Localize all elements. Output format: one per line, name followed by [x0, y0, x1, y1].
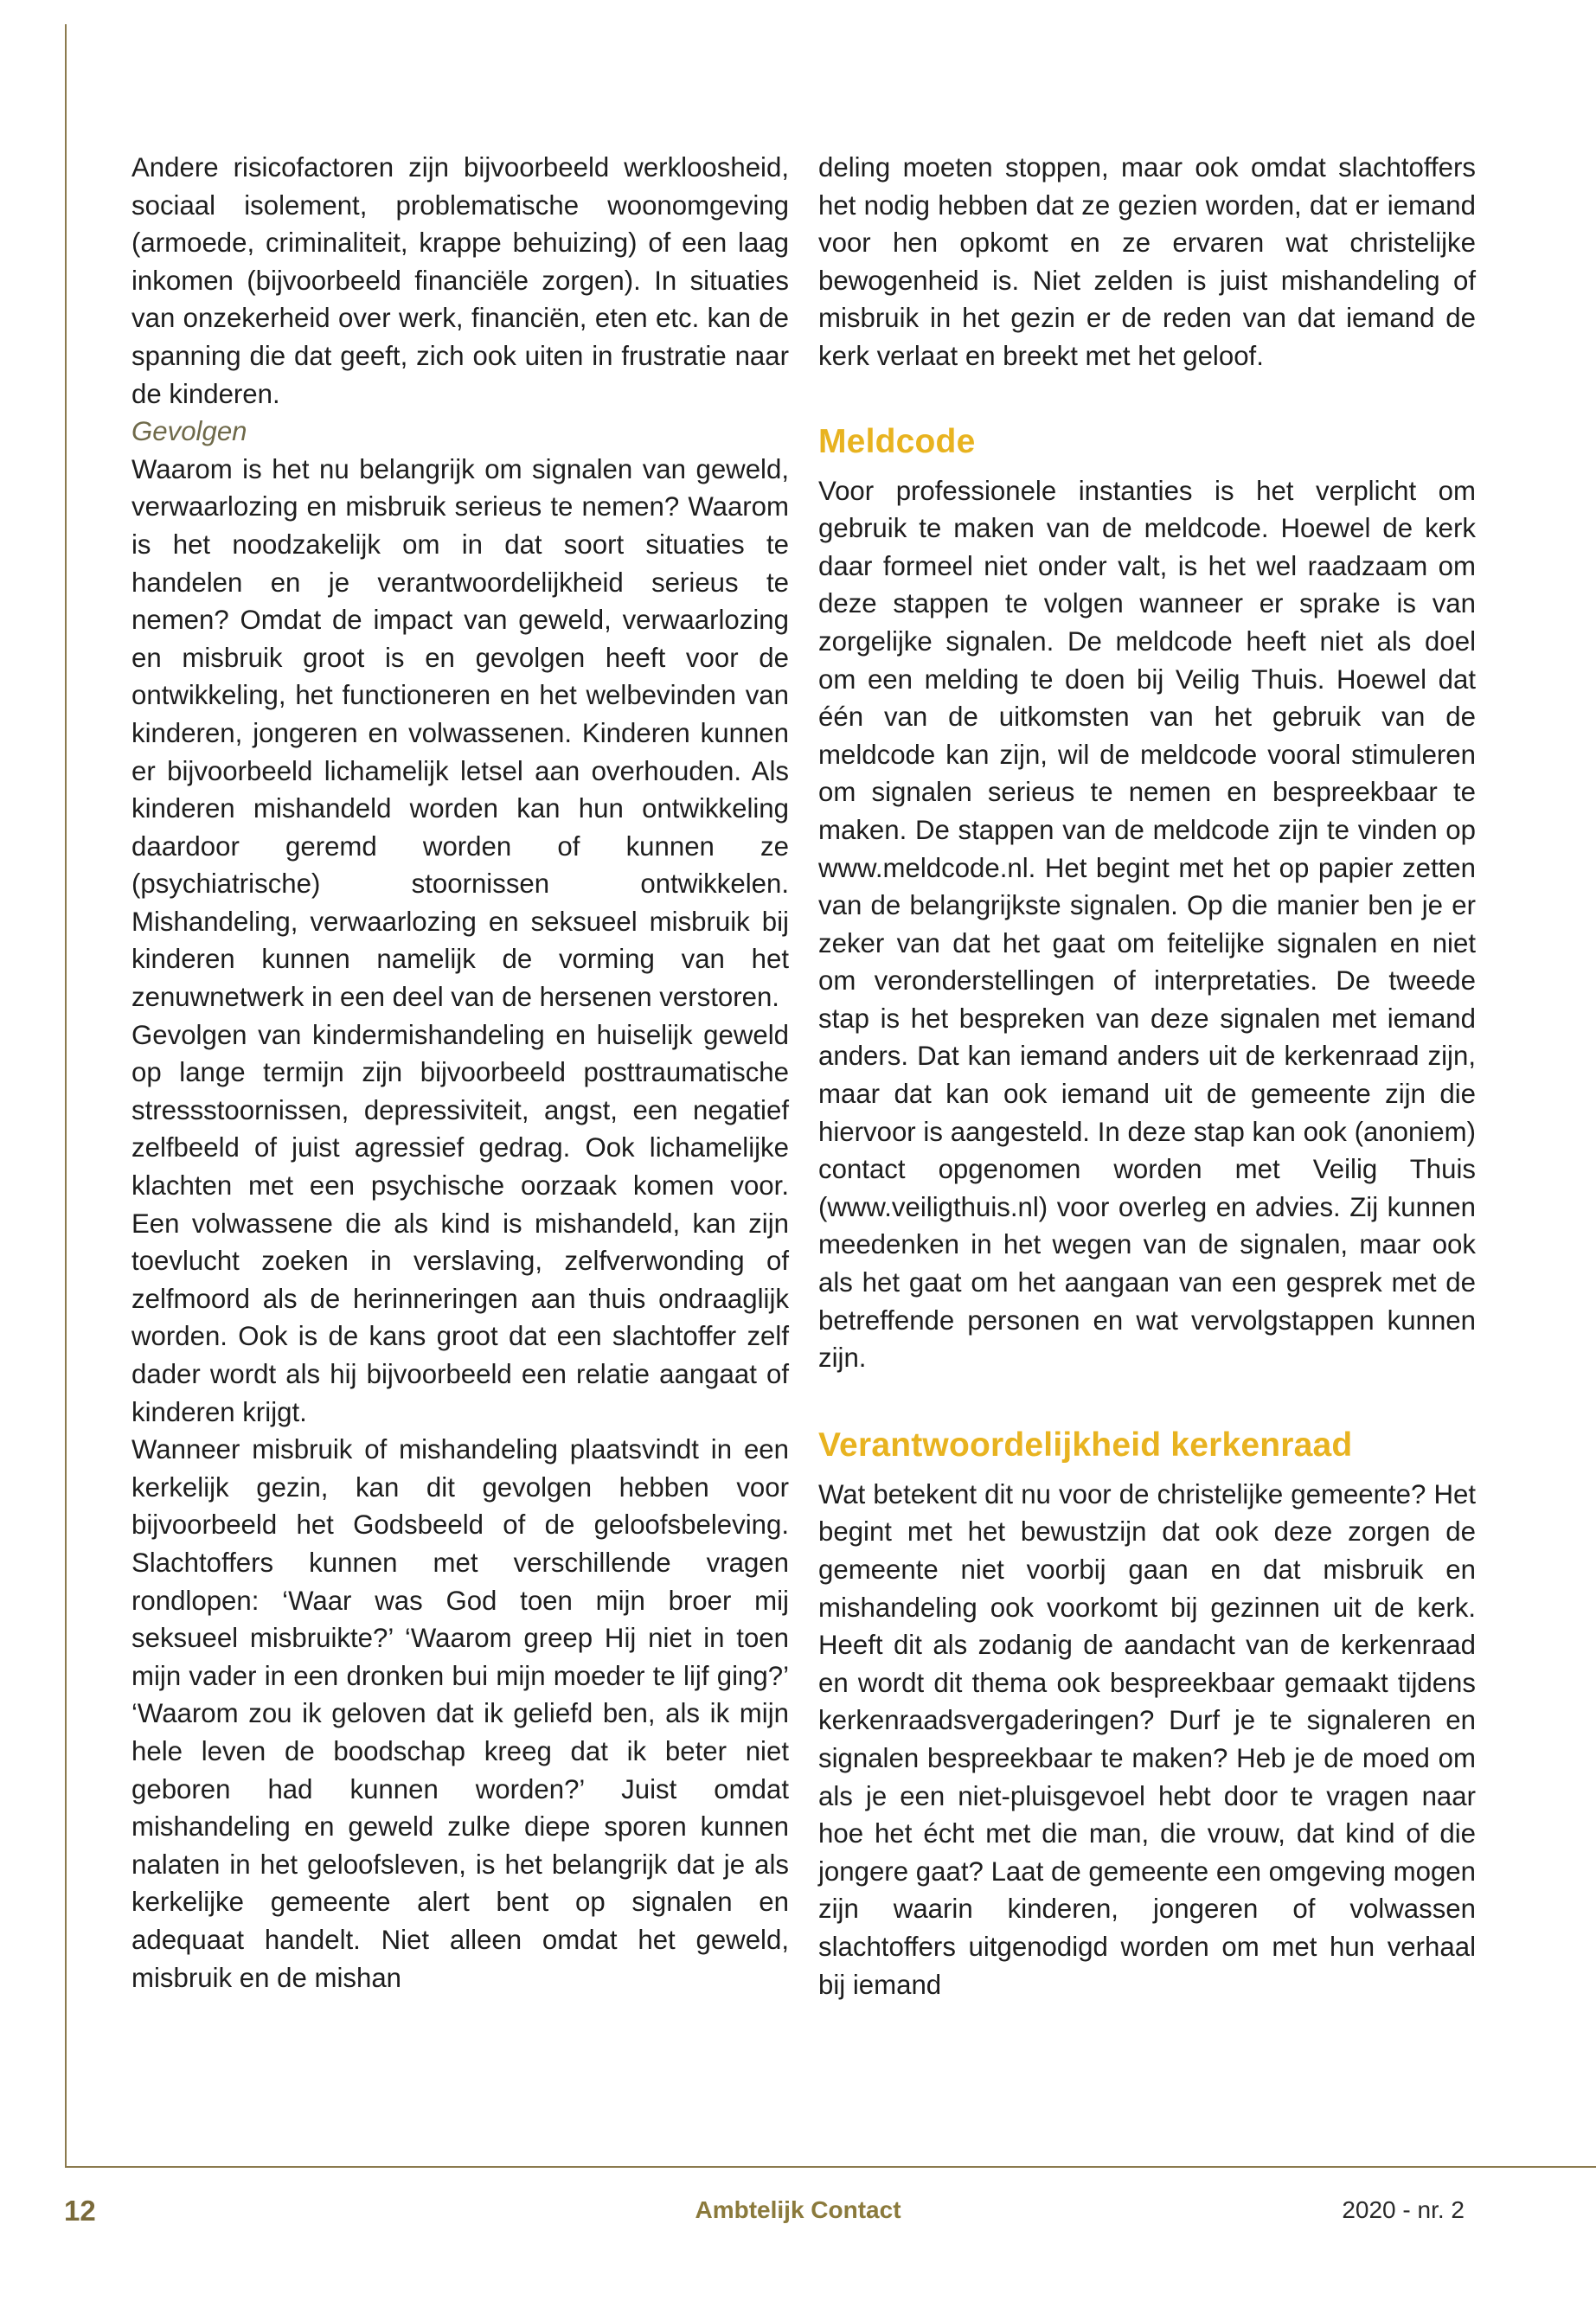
right-column [818, 149, 1476, 2003]
meldcode-paragraph: Voor professionele instanties is het verplicht om gebruik te maken van de meldcode. Hoewel de kerk daar formeel niet onder valt, is het wel raadzaam om deze stappen te volgen wanneer er sprake is van zorgelijke signalen. De meldcode heeft niet als doel om een melding te doen bij Veilig Thuis. Hoewel dat één van de uitkomsten van het gebruik van de meldcode kan zijn, wil de meldcode vooral stimuleren om signalen serieus te nemen en bespreekbaar te maken. De stappen van de meldcode zijn te vinden op www.meldcode.nl. Het begint met het op papier zetten van de belangrijkste signalen. Op die manier ben je er zeker van dat het gaat om feitelijke signalen en niet om veronderstellingen of interpretaties. De tweede stap is het bespreken van deze signalen met iemand anders. Dat kan iemand anders uit de kerkenraad zijn, maar dat kan ook iemand uit de gemeente zijn die hiervoor is aangesteld. In deze stap kan ook (anoniem) contact opgenomen worden met Veilig Thuis (www.veiligthuis.nl) voor overleg en advies. Zij kunnen meedenken in het wegen van de signalen, maar ook als het gaat om het aangaan van een gesprek met de betreffende personen en wat vervolgstappen kunnen zijn. [818, 475, 1476, 1374]
footer-rule [65, 2166, 1596, 2168]
verantwoordelijkheid-heading: Verantwoordelijkheid kerkenraad [818, 1426, 1353, 1464]
long-term-consequences-paragraph: Gevolgen van kindermishandeling en huiselijk geweld op lange termijn zijn bijvoorbeeld posttraumatische stressstoornissen, depressiviteit, angst, een negatief zelfbeeld of juist agressief gedrag. Ook lichamelijke klachten met een psychische oorzaak komen voor. Een volwassene die als kind is mishandeld, kan zijn toevlucht zoeken in verslaving, zelfverwonding of zelfmoord als de herinneringen aan thuis ondraaglijk worden. Ook is de kans groot dat een slachtoffer zelf dader wordt als hij bijvoorbeeld een relatie aangaat of kinderen krijgt. [131, 1019, 789, 1427]
gevolgen-subheading: Gevolgen [131, 416, 247, 447]
left-margin-rule [65, 24, 67, 2168]
left-column [131, 149, 789, 1997]
publication-title: Ambtelijk Contact [695, 2196, 901, 2223]
verantwoordelijkheid-paragraph: Wat betekent dit nu voor de christelijke gemeente? Het begint met het bewustzijn dat ook deze zorgen de gemeente niet voorbij gaan en dat misbruik en mishandeling ook voorkomt bij gezinnen uit de kerk. Heeft dit als zodanig de aandacht van de kerkenraad en wordt dit thema ook bespreekbaar gemaakt tijdens kerkenraadsvergaderingen? Durf je te signaleren en signalen bespreekbaar te maken? Heb je de moed om als je een niet-pluisgevoel hebt door te vragen naar hoe het écht met die man, die vrouw, dat kind of die jongere gaat? Laat de gemeente een omgeving mogen zijn waarin kinderen, jongeren of volwassen slachtoffers uitgenodigd worden om met hun verhaal bij iemand [818, 1478, 1476, 2000]
risk-factors-paragraph: Andere risicofactoren zijn bijvoorbeeld werkloosheid, sociaal isolement, problematische woonomgeving (armoede, criminaliteit, krappe behuizing) of een laag inkomen (bijvoorbeeld financiële zorgen). In situaties van onzekerheid over werk, financiën, eten etc. kan de spanning die dat geeft, zich ook uiten in frustratie naar de kinderen. [131, 152, 789, 409]
continuation-paragraph: deling moeten stoppen, maar ook omdat slachtoffers het nodig hebben dat ze gezien worden, dat er iemand voor hen opkomt en ze ervaren wat christelijke bewogenheid is. Niet zelden is juist mishandeling of misbruik in het gezin er de reden van dat iemand de kerk verlaat en breekt met het geloof. [818, 152, 1476, 371]
page-number: 12 [64, 2195, 96, 2227]
meldcode-heading: Meldcode [818, 422, 976, 460]
church-family-paragraph: Wanneer misbruik of mishandeling plaatsvindt in een kerkelijk gezin, kan dit gevolgen hebben voor bijvoorbeeld het Godsbeeld of de geloofsbeleving. Slachtoffers kunnen met verschillende vragen rondlopen: ‘Waar was God toen mijn broer mij seksueel misbruikte?’ ‘Waarom greep Hij niet in toen mijn vader in een dronken bui mijn moeder te lijf ging?’ ‘Waarom zou ik geloven dat ik geliefd ben, als ik mijn hele leven de boodschap kreeg dat ik beter niet geboren had kunnen worden?’ Juist omdat mishandeling en geweld zulke diepe sporen kunnen nalaten in het geloofsleven, is het belangrijk dat je als kerkelijke gemeente alert bent op signalen en adequaat handelt. Niet alleen omdat het geweld, misbruik en de mishan [131, 1434, 789, 1993]
why-important-paragraph: Waarom is het nu belangrijk om signalen van geweld, verwaarlozing en misbruik serieus te nemen? Waarom is het noodzakelijk om in dat soort situaties te handelen en je verantwoordelijkheid serieus te nemen? Omdat de impact van geweld, verwaarlozing en misbruik groot is en gevolgen heeft voor de ontwikkeling, het functioneren en het welbevinden van kinderen, jongeren en volwassenen. Kinderen kunnen er bijvoorbeeld lichamelijk letsel aan overhouden. Als kinderen mishandeld worden kan hun ontwikkeling daardoor geremd worden of kunnen ze (psychiatrische) stoornissen ontwikkelen. Mishandeling, verwaarlozing en seksueel misbruik bij kinderen kunnen namelijk de vorming van het zenuwnetwerk in een deel van de hersenen verstoren. [131, 453, 789, 1013]
issue-label: 2020 - nr. 2 [1342, 2196, 1465, 2223]
